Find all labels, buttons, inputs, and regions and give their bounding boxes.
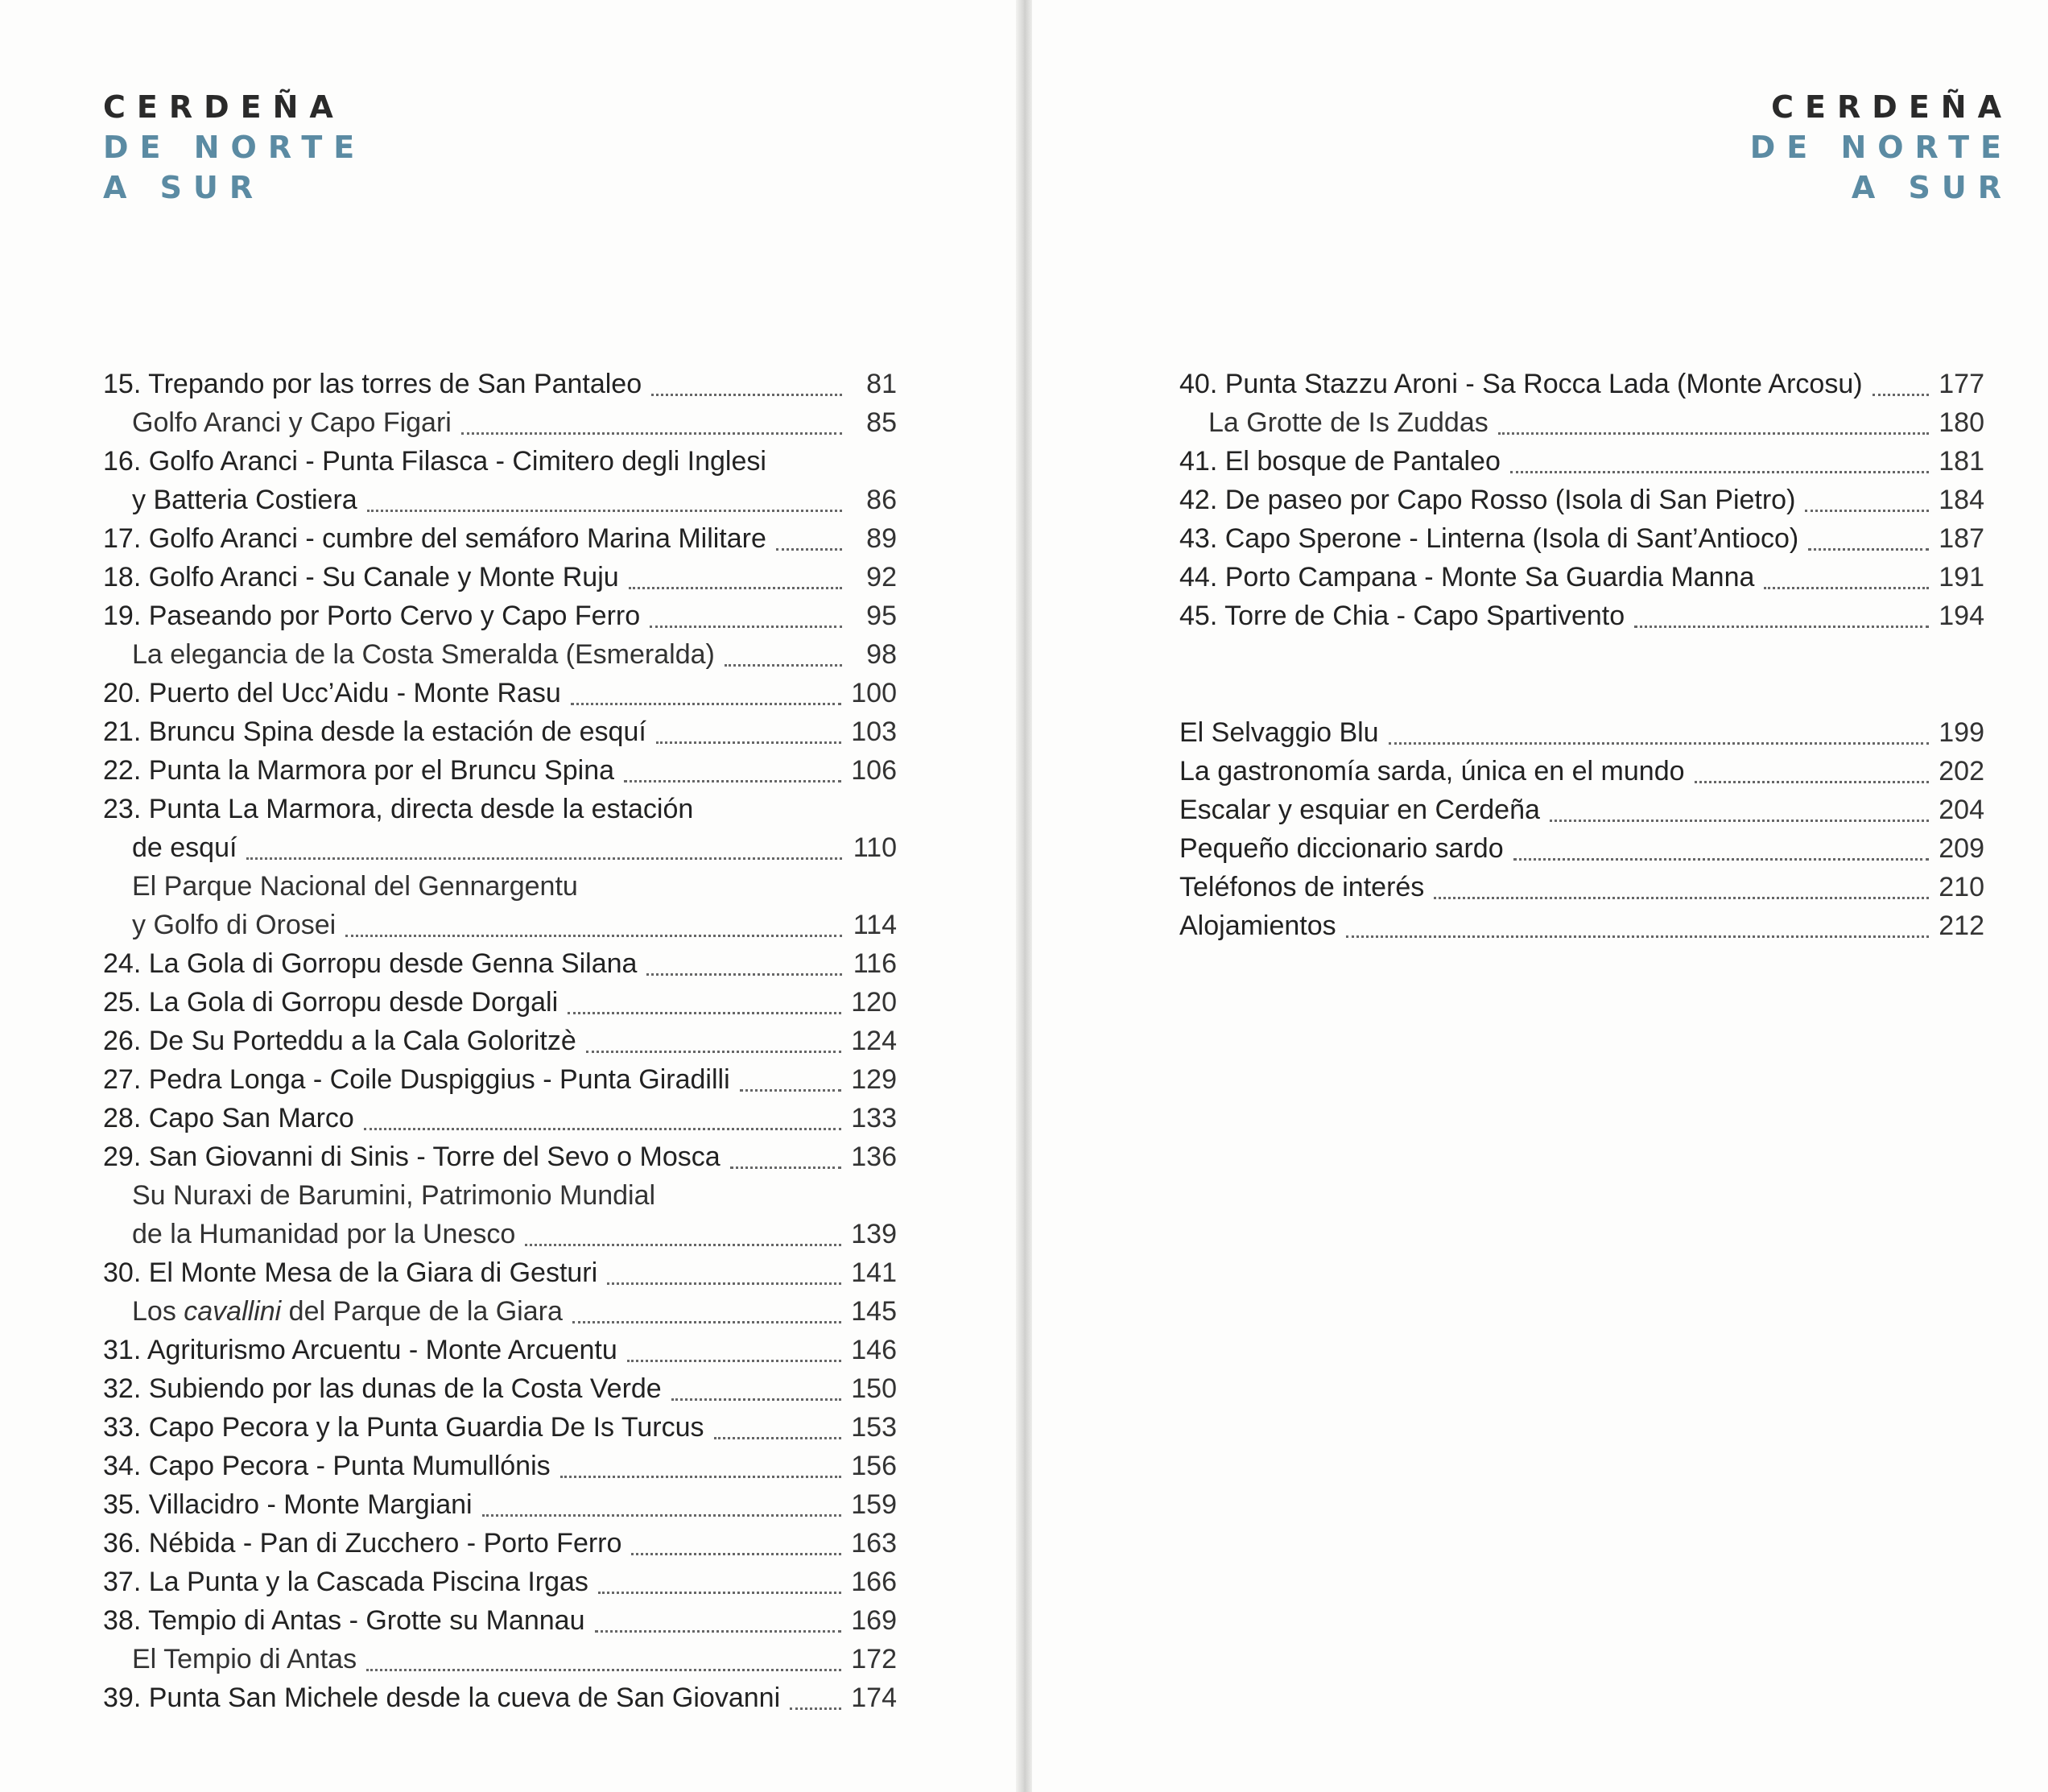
toc-entry[interactable] <box>1179 791 1984 829</box>
toc-entry[interactable] <box>103 1563 897 1601</box>
dot-leader <box>461 431 842 435</box>
toc-entry[interactable] <box>1179 481 1984 519</box>
toc-entry[interactable] <box>103 712 897 751</box>
toc-entry-title: 19. Paseando por Porto Cervo y Capo Ferro <box>103 601 641 631</box>
toc-entry-page: 180 <box>1939 407 1984 438</box>
toc-entry-title: 39. Punta San Michele desde la cueva de San Giovanni <box>103 1683 781 1713</box>
toc-entry-title: 42. De paseo por Capo Rosso (Isola di San Pietro) <box>1179 485 1796 515</box>
dot-leader <box>776 470 842 472</box>
toc-entry[interactable] <box>103 1601 897 1640</box>
toc-entry-title: El Parque Nacional del Gennargentu <box>132 871 578 902</box>
toc-entry-page: 136 <box>851 1142 897 1172</box>
toc-entry-page: 110 <box>853 832 897 863</box>
toc-entry-page: 120 <box>851 987 897 1018</box>
dot-leader <box>1808 547 1929 551</box>
dot-leader <box>364 1126 841 1130</box>
dot-leader <box>671 1397 842 1401</box>
toc-entry[interactable] <box>1179 403 1984 442</box>
toc-entry[interactable] <box>103 983 897 1022</box>
toc-entry-title: 17. Golfo Aranci - cumbre del semáforo Marina Militare <box>103 523 766 554</box>
dot-leader <box>246 856 842 860</box>
toc-entry-page: 139 <box>851 1219 897 1249</box>
toc-entry-page: 92 <box>866 562 897 593</box>
toc-entry-page: 184 <box>1939 485 1984 515</box>
toc-entry-page: 116 <box>853 948 897 979</box>
toc-entry[interactable] <box>103 1176 897 1215</box>
toc-entry-page: 174 <box>851 1683 897 1713</box>
toc-entry-page: 159 <box>851 1489 897 1520</box>
toc-entry-title: 15. Trepando por las torres de San Pantaleo <box>103 369 642 399</box>
dot-leader <box>1550 818 1929 822</box>
toc-entry-title: 45. Torre de Chia - Capo Spartivento <box>1179 601 1625 631</box>
toc-entry-page: 177 <box>1939 369 1984 399</box>
dot-leader <box>588 895 842 897</box>
toc-entry-title: Pequeño diccionario sardo <box>1179 833 1504 864</box>
toc-entry[interactable] <box>1179 365 1984 403</box>
toc-entry-page: 204 <box>1939 795 1984 825</box>
toc-entry[interactable] <box>103 1099 897 1138</box>
toc-entry-title: 31. Agriturismo Arcuentu - Monte Arcuentu <box>103 1335 617 1365</box>
toc-entry[interactable] <box>103 1215 897 1253</box>
toc-entry[interactable] <box>103 674 897 712</box>
toc-entry-page: 146 <box>851 1335 897 1365</box>
toc-entry-page: 145 <box>851 1296 897 1327</box>
toc-entry-title: de la Humanidad por la Unesco <box>132 1219 516 1249</box>
toc-entry-page: 202 <box>1939 756 1984 787</box>
dot-leader <box>627 1358 841 1362</box>
toc-entry[interactable] <box>1179 558 1984 597</box>
table-of-contents <box>1179 365 1984 945</box>
dot-leader <box>730 1165 842 1169</box>
toc-entry[interactable] <box>1179 906 1984 945</box>
toc-entry-page: 156 <box>851 1451 897 1481</box>
toc-entry-title: 30. El Monte Mesa de la Giara di Gesturi <box>103 1257 598 1288</box>
toc-entry-title: Escalar y esquiar en Cerdeña <box>1179 795 1540 825</box>
toc-entry-page: 172 <box>851 1644 897 1674</box>
toc-entry[interactable] <box>103 751 897 790</box>
dot-leader <box>646 972 842 976</box>
toc-entry-page: 89 <box>866 523 897 554</box>
toc-entry-title: 35. Villacidro - Monte Margiani <box>103 1489 473 1520</box>
toc-entry-page: 106 <box>851 755 897 786</box>
dot-leader <box>714 1435 842 1439</box>
toc-entry-page: 194 <box>1939 601 1984 631</box>
toc-entry[interactable] <box>103 519 897 558</box>
dot-leader <box>560 1474 842 1478</box>
toc-entry-title: 26. De Su Porteddu a la Cala Goloritzè <box>103 1026 576 1056</box>
book-title <box>1750 87 2013 208</box>
dot-leader <box>1498 431 1930 435</box>
title-line-2: DE NORTE <box>103 130 366 165</box>
toc-entry-page: 141 <box>851 1257 897 1288</box>
toc-entry[interactable] <box>103 1331 897 1369</box>
dot-leader <box>482 1513 842 1517</box>
toc-entry-title: 40. Punta Stazzu Aroni - Sa Rocca Lada (Monte Arcosu) <box>1179 369 1863 399</box>
toc-entry-title: 22. Punta la Marmora por el Bruncu Spina <box>103 755 615 786</box>
toc-entry-title: 43. Capo Sperone - Linterna (Isola di Sant’Antioco) <box>1179 523 1799 554</box>
dot-leader <box>725 663 842 667</box>
toc-entry[interactable] <box>103 1292 897 1331</box>
toc-entry-title: y Golfo di Orosei <box>132 910 337 940</box>
toc-entry-page: 114 <box>853 910 897 940</box>
dot-leader <box>651 392 842 396</box>
toc-entry-page: 133 <box>851 1103 897 1133</box>
book-title <box>103 87 365 208</box>
dot-leader <box>1805 508 1929 512</box>
dot-leader <box>568 1010 841 1014</box>
toc-entry-title: 28. Capo San Marco <box>103 1103 354 1133</box>
toc-entry[interactable] <box>103 1678 897 1717</box>
right-page <box>1032 0 2048 1792</box>
dot-leader <box>525 1242 841 1246</box>
toc-entry[interactable] <box>103 597 897 635</box>
toc-entry[interactable] <box>1179 713 1984 752</box>
toc-entry[interactable] <box>103 1524 897 1563</box>
toc-entry-title: 36. Nébida - Pan di Zucchero - Porto Ferro <box>103 1528 622 1559</box>
dot-leader <box>1695 779 1930 783</box>
toc-entry-page: 129 <box>851 1064 897 1095</box>
dot-leader <box>624 778 841 782</box>
toc-entry-title: 33. Capo Pecora y la Punta Guardia De Is Turcus <box>103 1412 704 1443</box>
toc-entry-title: El Selvaggio Blu <box>1179 717 1379 748</box>
toc-entry-title: 16. Golfo Aranci - Punta Filasca - Cimitero degli Inglesi <box>103 446 766 477</box>
toc-entry-page: 85 <box>866 407 897 438</box>
toc-entry-page: 81 <box>866 369 897 399</box>
toc-entry-page: 212 <box>1939 910 1984 941</box>
toc-entry-title: 25. La Gola di Gorropu desde Dorgali <box>103 987 559 1018</box>
dot-leader <box>1873 392 1930 396</box>
toc-entry-page: 210 <box>1939 872 1984 902</box>
dot-leader <box>1764 585 1929 589</box>
toc-entry[interactable] <box>103 790 897 828</box>
title-line-2: DE NORTE <box>1749 130 2013 165</box>
dot-leader <box>598 1590 841 1594</box>
dot-leader <box>607 1281 841 1285</box>
toc-entry-page: 187 <box>1939 523 1984 554</box>
toc-entry-page: 163 <box>851 1528 897 1559</box>
toc-entry[interactable] <box>1179 868 1984 906</box>
toc-entry-title: 23. Punta La Marmora, directa desde la estación <box>103 794 694 824</box>
toc-entry-title: Los cavallini del Parque de la Giara <box>132 1296 563 1327</box>
toc-entry-title: 24. La Gola di Gorropu desde Genna Silana <box>103 948 638 979</box>
toc-entry-title: Golfo Aranci y Capo Figari <box>132 407 452 438</box>
toc-entry[interactable] <box>103 1369 897 1408</box>
toc-entry-page: 169 <box>851 1605 897 1636</box>
toc-entry[interactable] <box>103 365 897 403</box>
toc-entry[interactable] <box>103 1138 897 1176</box>
toc-entry[interactable] <box>103 403 897 442</box>
toc-entry[interactable] <box>103 1253 897 1292</box>
book-gutter <box>1016 0 1032 1792</box>
toc-entry[interactable] <box>103 1447 897 1485</box>
dot-leader <box>1434 895 1929 899</box>
dot-leader <box>1510 469 1929 473</box>
toc-entry[interactable] <box>103 906 897 944</box>
toc-entry-title: 44. Porto Campana - Monte Sa Guardia Manna <box>1179 562 1755 593</box>
toc-entry[interactable] <box>103 558 897 597</box>
toc-entry[interactable] <box>103 635 897 674</box>
dot-leader <box>740 1088 842 1092</box>
toc-entry-title: 32. Subiendo por las dunas de la Costa Verde <box>103 1373 662 1404</box>
toc-entry-title: 38. Tempio di Antas - Grotte su Mannau <box>103 1605 585 1636</box>
dot-leader <box>1346 934 1930 938</box>
dot-leader <box>367 508 842 512</box>
left-page <box>0 0 1016 1792</box>
toc-entry-title: Su Nuraxi de Barumini, Patrimonio Mundial <box>132 1180 656 1211</box>
toc-entry[interactable] <box>103 1485 897 1524</box>
toc-entry[interactable] <box>103 481 897 519</box>
toc-entry-page: 166 <box>851 1567 897 1597</box>
dot-leader <box>1513 857 1930 861</box>
dot-leader <box>665 1204 842 1206</box>
toc-entry[interactable] <box>103 442 897 481</box>
toc-entry-title: 27. Pedra Longa - Coile Duspiggius - Punta Giradilli <box>103 1064 730 1095</box>
toc-entry-title: 34. Capo Pecora - Punta Mumullónis <box>103 1451 551 1481</box>
toc-entry-title: 29. San Giovanni di Sinis - Torre del Sevo o Mosca <box>103 1142 721 1172</box>
toc-entry-page: 181 <box>1939 446 1984 477</box>
toc-entry-page: 124 <box>851 1026 897 1056</box>
toc-entry-title: Alojamientos <box>1179 910 1336 941</box>
toc-entry-title: La elegancia de la Costa Smeralda (Esmeralda) <box>132 639 715 670</box>
toc-entry-page: 95 <box>866 601 897 631</box>
dot-leader <box>572 1319 841 1323</box>
dot-leader <box>345 933 842 937</box>
dot-leader <box>595 1629 842 1633</box>
toc-entry[interactable] <box>1179 752 1984 791</box>
toc-entry[interactable] <box>1179 442 1984 481</box>
toc-entry[interactable] <box>1179 829 1984 868</box>
dot-leader <box>790 1706 841 1710</box>
toc-entry-title: 20. Puerto del Ucc’Aidu - Monte Rasu <box>103 678 561 708</box>
toc-entry-title: La gastronomía sarda, única en el mundo <box>1179 756 1685 787</box>
toc-entry-page: 100 <box>851 678 897 708</box>
dot-leader <box>650 624 842 628</box>
toc-entry-page: 191 <box>1939 562 1984 593</box>
toc-entry[interactable] <box>103 1408 897 1447</box>
dot-leader <box>656 740 841 744</box>
toc-entry[interactable] <box>103 1060 897 1099</box>
title-line-1: CERDEÑA <box>103 89 345 125</box>
toc-entry-title: 21. Bruncu Spina desde la estación de esquí <box>103 716 646 747</box>
toc-entry[interactable] <box>103 867 897 906</box>
toc-entry-page: 153 <box>851 1412 897 1443</box>
toc-entry-title: Teléfonos de interés <box>1179 872 1425 902</box>
toc-entry-title: y Batteria Costiera <box>132 485 357 515</box>
toc-entry-page: 150 <box>851 1373 897 1404</box>
dot-leader <box>776 547 842 551</box>
toc-entry-title: 41. El bosque de Pantaleo <box>1179 446 1501 477</box>
toc-entry-page: 98 <box>866 639 897 670</box>
dot-leader <box>631 1551 841 1555</box>
dot-leader <box>1389 741 1930 745</box>
toc-entry-page: 86 <box>866 485 897 515</box>
toc-entry-page: 199 <box>1939 717 1984 748</box>
toc-entry-title: 37. La Punta y la Cascada Piscina Irgas <box>103 1567 588 1597</box>
toc-entry[interactable] <box>103 944 897 983</box>
toc-entry[interactable] <box>103 1022 897 1060</box>
title-line-3: A SUR <box>1851 170 2013 205</box>
section-gap <box>1179 635 1984 713</box>
dot-leader <box>586 1049 841 1053</box>
dot-leader <box>1634 624 1929 628</box>
toc-entry-page: 209 <box>1939 833 1984 864</box>
title-line-1: CERDEÑA <box>1771 89 2013 125</box>
dot-leader <box>571 701 841 705</box>
toc-entry[interactable] <box>103 1640 897 1678</box>
table-of-contents <box>103 365 897 1717</box>
toc-entry-title: El Tempio di Antas <box>132 1644 357 1674</box>
dot-leader <box>366 1667 841 1671</box>
toc-entry-page: 103 <box>851 716 897 747</box>
dot-leader <box>629 585 842 589</box>
toc-entry[interactable] <box>103 828 897 867</box>
dot-leader <box>703 818 842 820</box>
toc-entry[interactable] <box>1179 597 1984 635</box>
toc-entry[interactable] <box>1179 519 1984 558</box>
toc-entry-title: de esquí <box>132 832 237 863</box>
toc-entry-title: La Grotte de Is Zuddas <box>1208 407 1489 438</box>
title-line-3: A SUR <box>103 170 265 205</box>
toc-entry-title: 18. Golfo Aranci - Su Canale y Monte Ruju <box>103 562 619 593</box>
